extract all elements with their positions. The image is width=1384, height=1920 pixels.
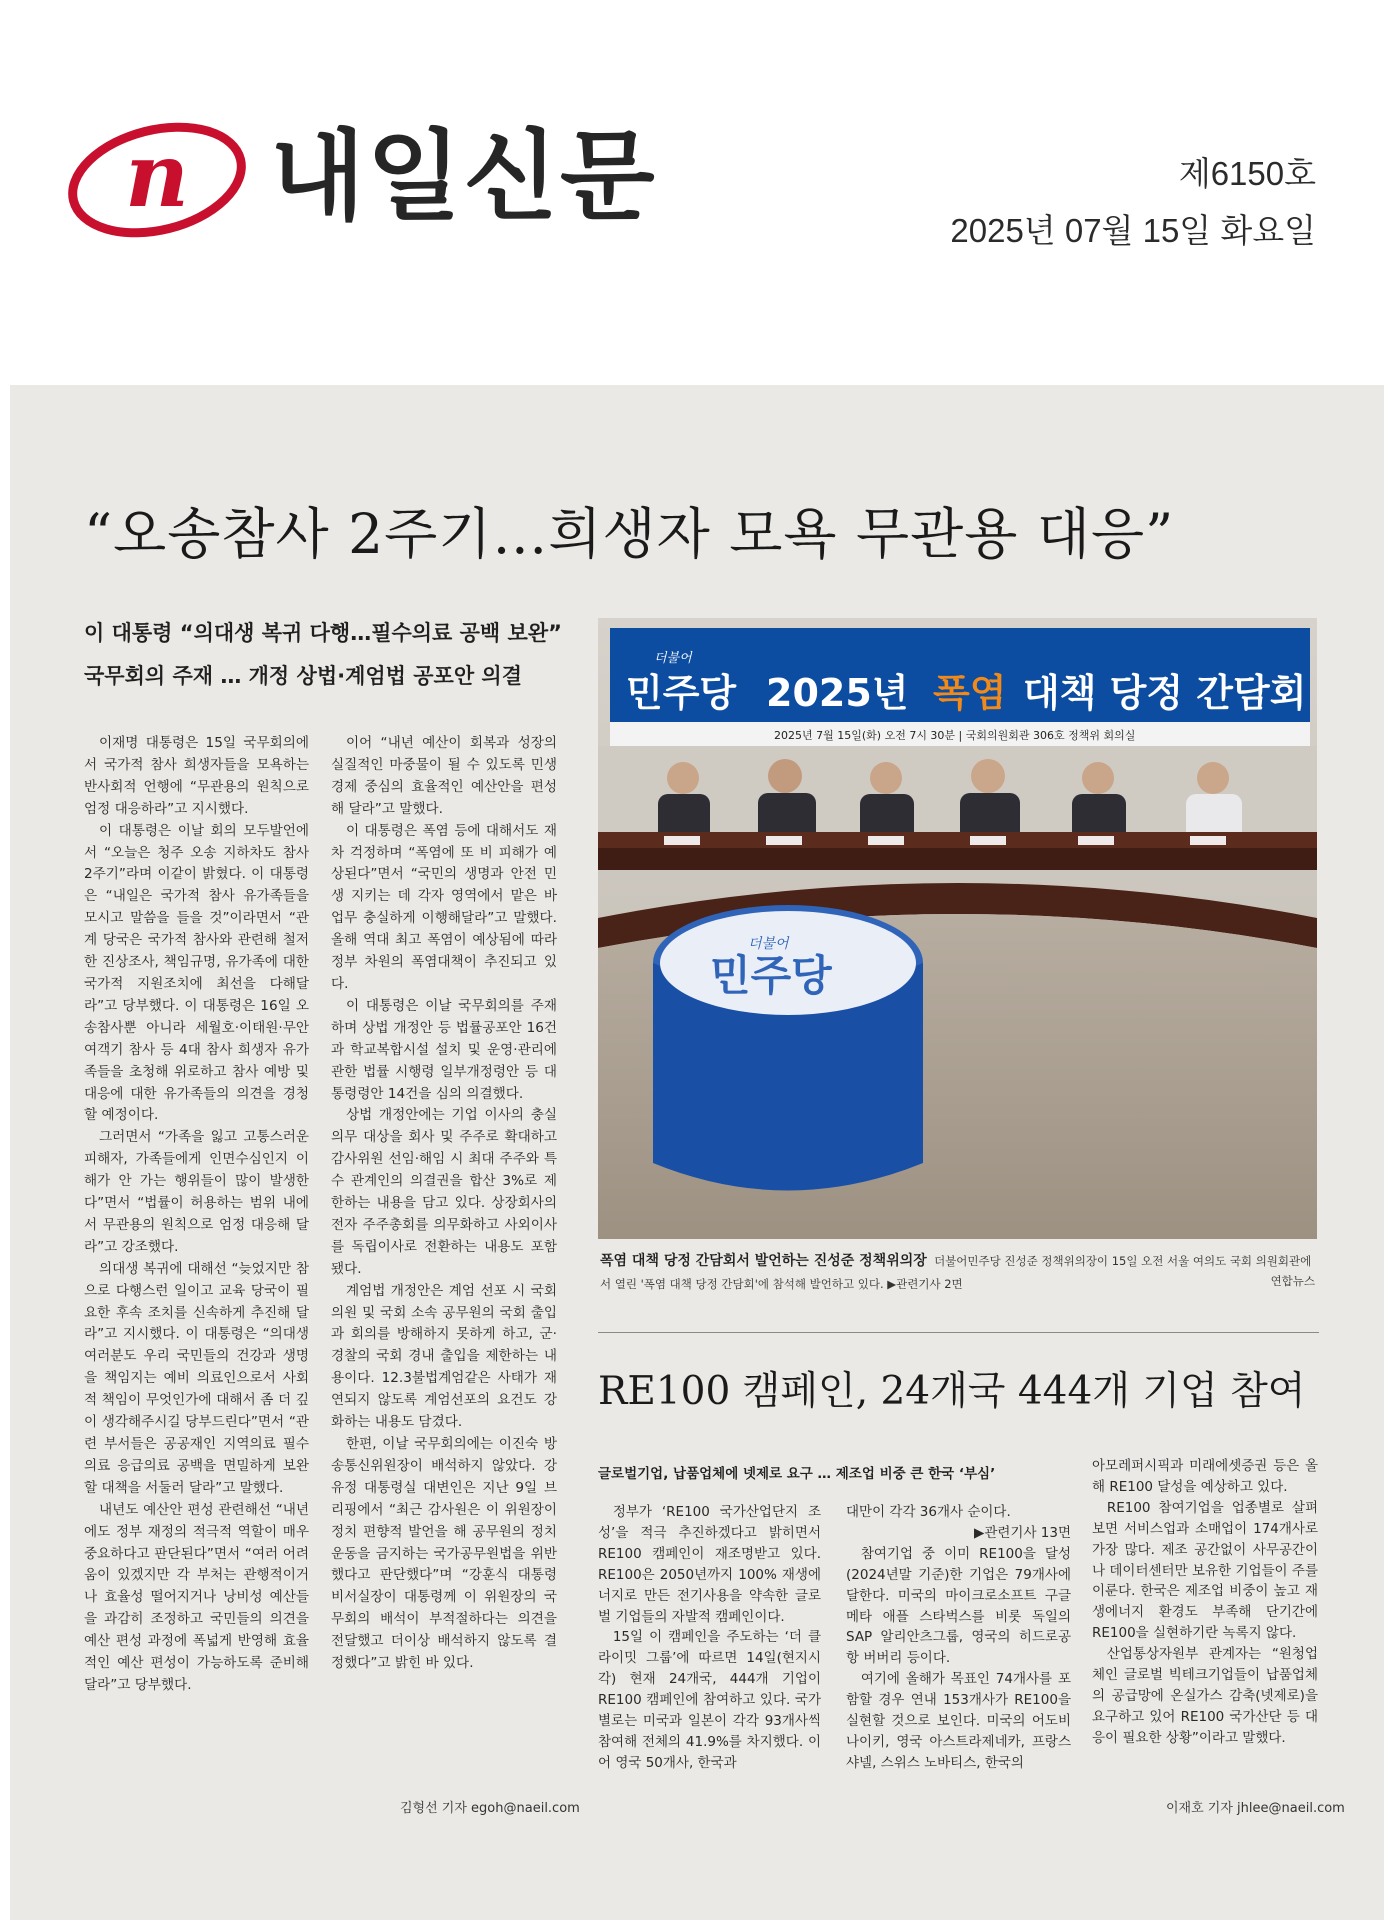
second-subhead: 글로벌기업, 납품업체에 넷제로 요구 … 제조업 비중 큰 한국 ‘부심’ [598, 1466, 996, 1482]
lead-subhead-2: 국무회의 주재 … 개정 상법·계엄법 공포안 의결 [84, 664, 522, 688]
news-photo [598, 618, 1317, 1239]
paragraph: 아모레퍼시픽과 미래에셋증권 등은 올해 RE100 달성을 예상하고 있다. [1092, 1458, 1318, 1495]
lead-column-1 [84, 733, 309, 1697]
podium-text: 민주당 [710, 951, 832, 1000]
paragraph: 이 대통령은 이날 회의 모두발언에서 “오늘은 청주 오송 지하차도 참사 2주기”라며 이같이 밝혔다. 이 대통령은 “내일은 국가적 참사 유가족들을 모시고 말씀을 들을 것”이라면서 “관계 당국은 국가적 참사와 관련해 철저한 진상조사, 책임규명, 유가족에 대한 국가적 지원조치에 최선을 다해달라”고 당부했다. 이 대통령은 16일 오송참사뿐 아니라 세월호·이태원·무안여객기 참사 등 4대 참사 희생자 유가족들을 초청해 위로하고 참사 예방 및 대응에 대한 유가족들의 의견을 경청할 예정이다. [84, 822, 309, 1124]
paragraph: 의대생 복귀에 대해선 “늦었지만 참으로 다행스런 일이고 교육 당국이 필요한 후속 조치를 신속하게 추진해 달라”고 지시했다. 이 대통령은 “의대생 여러분도 우리 국민들의 건강과 생명을 책임지는 예비 의료인으로서 사회적 책임이 무엇인가에 대해서 좀 더 깊이 생각해주시길 당부드린다”면서 “관련 부서들은 공공재인 지역의료 필수의료 응급의료 공백을 면밀하게 보완할 대책을 서둘러 달라”고 말했다. [84, 1260, 309, 1496]
caption-title: 폭염 대책 당정 간담회서 발언하는 진성준 정책위의장 [600, 1253, 927, 1269]
paragraph: RE100 참여기업을 업종별로 살펴보면 서비스업과 소매업이 174개사로 가장 많다. 제조 공간없이 사무공간이나 데이터센터만 보유한 기업들이 주를 이룬다. 한국은 제조업 비중이 높고 재생에너지 환경도 부족해 단기간에 RE100을 실현하기란 녹록지 않다. [1092, 1499, 1318, 1642]
paragraph: 한편, 이날 국무회의에는 이진숙 방송통신위원장이 배석하지 않았다. 강유정 대통령실 대변인은 지난 9일 브리핑에서 “최근 감사원은 이 위원장이 정치 편향적 발언을 해 공무원의 정치 운동을 금지하는 국가공무원법을 위반했다고 판단했다”며 “강훈식 대통령 비서실장이 대통령께 이 위원장의 국무회의 배석이 부적절하다는 의견을 전달했고 더이상 배석하지 않도록 결정했다”고 밝힌 바 있다. [331, 1436, 557, 1672]
paragraph: 이 대통령은 폭염 등에 대해서도 재차 걱정하며 “폭염에 또 비 피해가 예상된다”면서 “국민의 생명과 안전 민생 지키는 데 각자 영역에서 맡은 바 업무 충실하게 이행해달라”고 말했다. 올해 역대 최고 폭염이 예상됨에 따라 정부 차원의 폭염대책이 추진되고 있다. [331, 822, 557, 992]
paragraph: 이어 “내년 예산이 회복과 성장의 실질적인 마중물이 될 수 있도록 민생 경제 중심의 효율적인 예산안을 편성해 달라”고 말했다. [331, 735, 557, 817]
logo-text: 내일신문 [270, 120, 657, 234]
paragraph: 이재명 대통령은 15일 국무회의에서 국가적 참사 희생자들을 모욕하는 반사회적 언행에 “무관용의 원칙으로 엄정 대응하라”고 지시했다. [84, 735, 309, 817]
second-headline: RE100 캠페인, 24개국 444개 기업 참여 [598, 1369, 1306, 1414]
paragraph: 참여기업 중 이미 RE100을 달성(2024년말 기준)한 기업은 79개사에 달한다. 미국의 마이크로소프트 구글 메타 애플 스타벅스를 비롯 독일의 SAP 알리안츠그룹, 영국의 히드로공항 버버리 등이다. [846, 1545, 1071, 1667]
banner-highlight-text: 폭염 [933, 671, 1007, 715]
photo-credit: 연합뉴스 [1270, 1274, 1315, 1288]
paragraph: 계엄법 개정안은 계엄 선포 시 국회의원 및 국회 소속 공무원의 국회 출입과 회의를 방해하지 못하게 하고, 군·경찰의 국회 경내 출입을 제한하는 내용이다. 12.3불법계엄같은 사태가 재연되지 않도록 계엄선포의 요건도 강화하는 내용도 담겼다. [331, 1282, 557, 1431]
banner-info-text: 2025년 7월 15일(화) 오전 7시 30분 | 국회의원회관 306호 정책위 회의실 [774, 729, 1136, 742]
banner-small-text: 더불어 [654, 651, 692, 666]
second-byline: 이재호 기자 jhlee@naeil.com [1166, 1801, 1345, 1816]
masthead [0, 0, 1384, 385]
banner-party-text: 민주당 [626, 671, 737, 715]
banner-suffix-text: 대책 당정 간담회 [1023, 671, 1307, 715]
photo-caption [600, 1250, 1316, 1296]
paragraph: 내년도 예산안 편성 관련해선 “내년에도 정부 재정의 적극적 역할이 매우 중요하다고 판단된다”면서 “여러 어려움이 있겠지만 각 부처는 관행적이거나 효율성 떨어지거나 낭비성 예산들을 과감히 조정하고 국민들의 의견을 예산 편성 과정에 폭넓게 반영해 효율적인 예산 편성이 가능하도록 준비해 달라”고 당부했다. [84, 1501, 309, 1693]
second-column-3 [1092, 1456, 1318, 1749]
issue-date: 2025년 07월 15일 화요일 [950, 212, 1316, 249]
issue-number: 제6150호 [1178, 155, 1316, 192]
second-column-2 [846, 1502, 1071, 1774]
podium-small-text: 더불어 [748, 936, 789, 952]
lead-column-2 [331, 733, 557, 1675]
paragraph: 여기에 올해가 목표인 74개사를 포함할 경우 연내 153개사가 RE100을 실현할 것으로 보인다. 미국의 어도비 나이키, 영국 아스트라제네카, 프랑스 샤넬, 스위스 노바티스, 한국의 [846, 1671, 1071, 1771]
caption-body: 더불어민주당 진성준 정책위의장이 15일 오전 서울 여의도 국회 의원회관에서 열린 '폭염 대책 당정 간담회'에 참석해 발언하고 있다. ▶관련기사 2면 [600, 1254, 1312, 1291]
lead-subhead-1: 이 대통령 “의대생 복귀 다행…필수의료 공백 보완” [84, 621, 562, 645]
paragraph: 15일 이 캠페인을 주도하는 ‘더 클라이밋 그룹’에 따르면 14일(현지시각) 현재 24개국, 444개 기업이 RE100 캠페인에 참여하고 있다. 국가별로는 미국과 일본이 각각 93개사씩 참여해 전체의 41.9%를 차지했다. 이어 영국 50개사, 한국과 [598, 1629, 821, 1771]
paragraph: 이 대통령은 이날 국무회의를 주재하며 상법 개정안 등 법률공포안 16건과 학교복합시설 설치 및 운영·관리에 관한 법률 시행령 일부개정령안 등 대통령령안 14건을 심의 의결했다. [331, 997, 557, 1102]
paragraph: 산업통상자원부 관계자는 “원청업체인 글로벌 빅테크기업들이 납품업체의 공급망에 온실가스 감축(넷제로)을 요구하고 있어 RE100 국가산단 등 대응이 필요한 상황”이라고 말했다. [1092, 1646, 1318, 1746]
paragraph: 대만이 각각 36개사 순이다. [846, 1504, 1011, 1520]
paragraph: 상법 개정안에는 기업 이사의 충실 의무 대상을 회사 및 주주로 확대하고 감사위원 선임·해임 시 최대 주주와 특수 관계인의 의결권을 합산 3%로 제한하는 내용을 담고 있다. 상장회사의 전자 주주총회를 의무화하고 사외이사를 독립이사로 전환하는 내용도 포함됐다. [331, 1107, 557, 1277]
paragraph: 정부가 ‘RE100 국가산업단지 조성’을 적극 추진하겠다고 밝히면서 RE100 캠페인이 재조명받고 있다. RE100은 2050년까지 100% 재생에너지로 만든 전기사용을 약속한 글로벌 기업들의 자발적 캠페인이다. [598, 1504, 821, 1625]
paragraph: 그러면서 “가족을 잃고 고통스러운 피해자, 가족들에게 인면수심인지 이해가 안 가는 행위들이 많이 발생한다”면서 “법률이 허용하는 범위 내에서 무관용의 원칙으로 엄정 대응해 달라”고 강조했다. [84, 1129, 309, 1255]
divider [598, 1332, 1319, 1333]
naeil-logo-icon [62, 120, 252, 240]
lead-headline: “오송참사 2주기…희생자 모욕 무관용 대응” [84, 502, 1175, 566]
banner-year-text: 2025년 [766, 671, 909, 715]
meeting-photo-image [598, 618, 1317, 1239]
logo-letter: n [125, 123, 189, 227]
related-article-ref: ▶관련기사 13면 [973, 1524, 1071, 1541]
lead-byline: 김형선 기자 egoh@naeil.com [400, 1801, 580, 1816]
second-column-1 [598, 1502, 821, 1774]
